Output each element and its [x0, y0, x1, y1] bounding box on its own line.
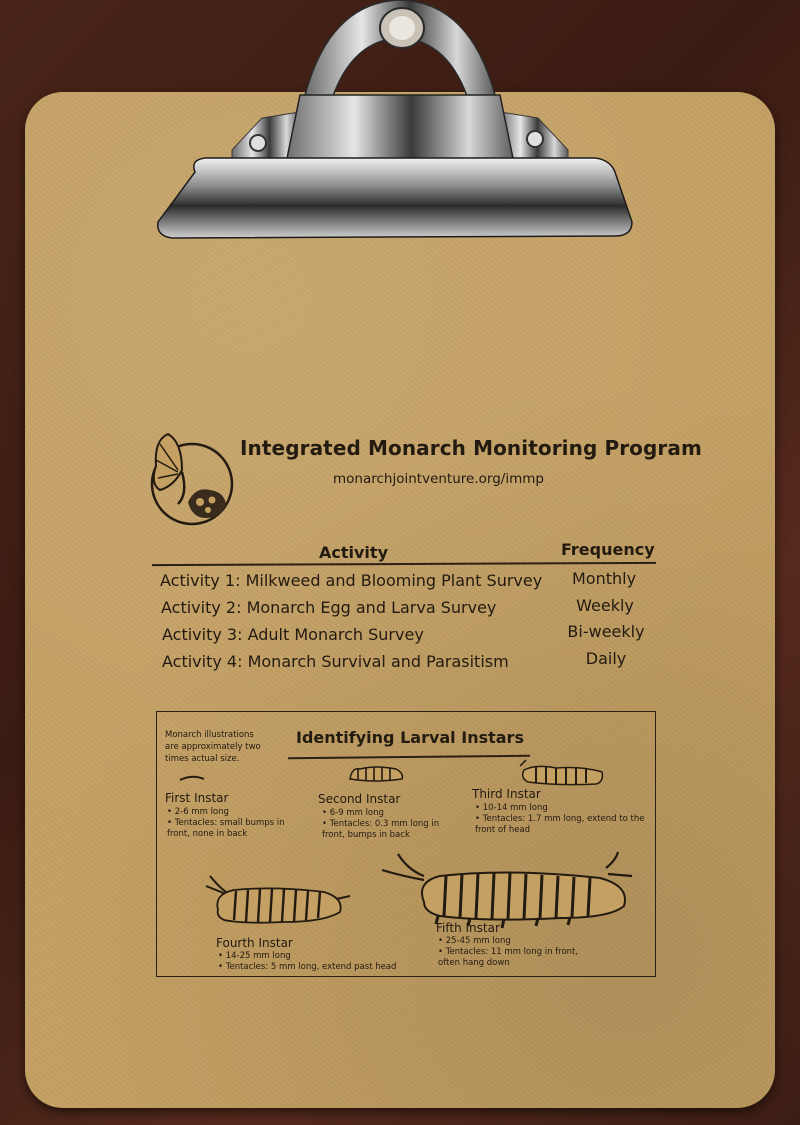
table-row-activity-2: Activity 2: Monarch Egg and Larva Survey — [161, 598, 497, 617]
table-row-activity-3: Activity 3: Adult Monarch Survey — [162, 625, 424, 644]
fourth-instar-tentacles: • Tentacles: 5 mm long, extend past head — [218, 962, 397, 972]
first-instar-length: • 2-6 mm long — [167, 807, 229, 817]
second-instar-length: • 6-9 mm long — [322, 808, 384, 818]
caterpillar-icon — [516, 756, 608, 790]
first-instar-label: First Instar — [165, 791, 229, 805]
table-row-frequency-1: Monthly — [571, 569, 637, 588]
third-instar-length: • 10-14 mm long — [475, 803, 548, 813]
second-instar-label: Second Instar — [318, 792, 401, 806]
table-row-activity-4: Activity 4: Monarch Survival and Parasitism — [162, 652, 509, 671]
instar-panel-title: Identifying Larval Instars — [296, 728, 524, 747]
fourth-instar-length: • 14-25 mm long — [218, 951, 291, 961]
first-instar-tentacles: • Tentacles: small bumps in front, none in back — [167, 818, 285, 839]
fifth-instar-tentacles: • Tentacles: 11 mm long in front, often hang down — [438, 947, 579, 968]
table-row-frequency-2: Weekly — [576, 596, 634, 615]
clipboard-clip-icon — [0, 0, 800, 260]
table-row-frequency-4: Daily — [585, 649, 627, 668]
second-instar-tentacles: • Tentacles: 0.3 mm long in front, bumps in back — [322, 819, 440, 840]
fifth-instar-label: Fifth Instar — [436, 921, 500, 935]
activity-column-header: Activity — [319, 543, 388, 562]
table-row-activity-1: Activity 1: Milkweed and Blooming Plant Survey — [160, 571, 543, 590]
third-instar-tentacles: • Tentacles: 1.7 mm long, extend to the front of head — [475, 814, 645, 835]
frequency-column-header: Frequency — [561, 540, 655, 559]
caterpillar-icon — [178, 772, 206, 784]
fourth-instar-label: Fourth Instar — [216, 936, 293, 950]
caterpillar-icon — [204, 870, 354, 930]
fifth-instar-length: • 25-45 mm long — [438, 936, 511, 946]
third-instar-label: Third Instar — [472, 787, 541, 801]
program-url: monarchjointventure.org/immp — [333, 471, 544, 487]
caterpillar-icon — [346, 761, 406, 785]
illustration-scale-note: Monarch illustrations are approximately two times actual size. — [165, 730, 261, 764]
program-title: Integrated Monarch Monitoring Program — [240, 436, 702, 460]
caterpillar-icon — [380, 850, 638, 930]
monarch-butterfly-logo-icon — [148, 432, 236, 528]
table-row-frequency-3: Bi-weekly — [567, 622, 645, 641]
